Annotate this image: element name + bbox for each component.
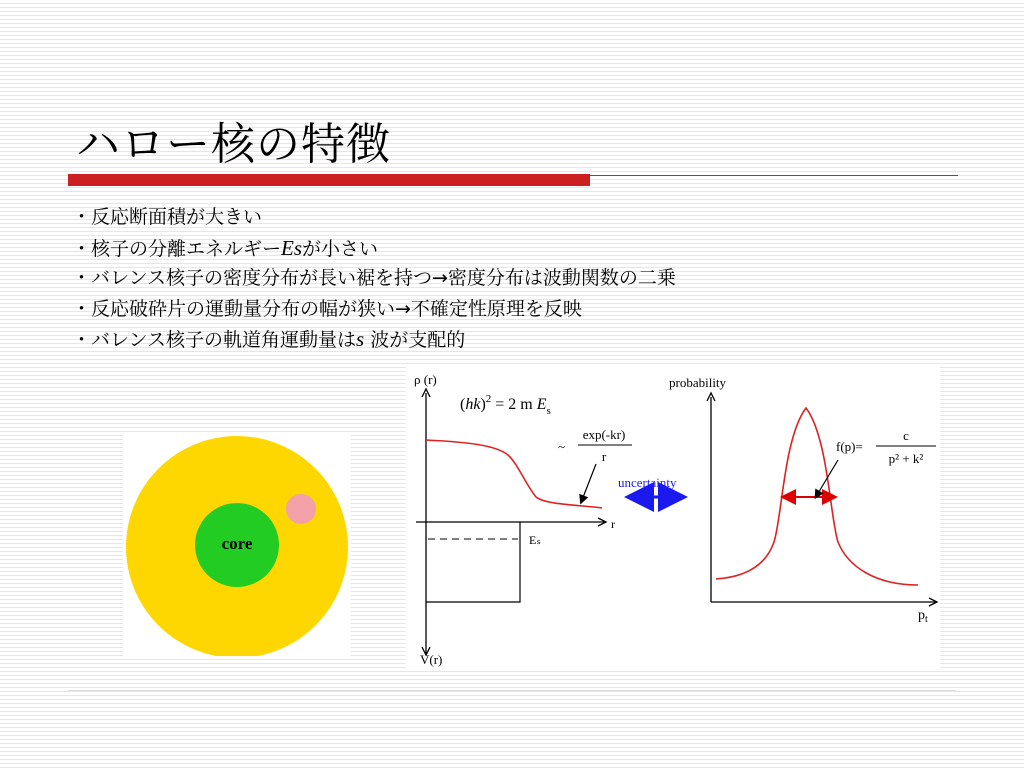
graphs-svg bbox=[406, 367, 940, 668]
bullet-text: ・反応断面積が大きい bbox=[72, 206, 263, 228]
bullet-density-tail bbox=[72, 263, 676, 294]
bullet-cross-section bbox=[72, 202, 676, 233]
slide-title: ハロー核の特徴 bbox=[76, 119, 391, 170]
uncertainty-label: uncertainty bbox=[618, 475, 677, 490]
bullet-text: ・バレンス核子の密度分布が長い裾を持つ→密度分布は波動関数の二乗 bbox=[72, 267, 676, 289]
bullet-text-post: が小さい bbox=[302, 237, 379, 260]
bullet-text: ・反応破砕片の運動量分布の幅が狭い→不確定性原理を反映 bbox=[72, 297, 582, 320]
density-x-label: r bbox=[611, 517, 615, 531]
width-pointer-arrow bbox=[817, 460, 838, 495]
equation-paren-right: ) bbox=[480, 396, 486, 413]
equation-power: 2 bbox=[485, 393, 492, 405]
fraction-numerator: exp(-kr) bbox=[582, 427, 626, 442]
title-underline-red-bar bbox=[68, 174, 590, 186]
lorentzian-numerator: c bbox=[903, 428, 909, 443]
bullet-momentum-width bbox=[72, 294, 676, 325]
fraction-denominator: r bbox=[601, 449, 607, 464]
momentum-x-label bbox=[918, 608, 928, 625]
uncertainty-connector bbox=[618, 475, 682, 497]
bullet-list bbox=[72, 202, 676, 355]
bullet-italic-s: s bbox=[355, 327, 365, 351]
asymptotic-tilde: ~ bbox=[558, 439, 566, 454]
potential-well bbox=[426, 522, 520, 602]
title-underline bbox=[68, 174, 958, 186]
probability-axis-label: probability bbox=[669, 375, 727, 390]
bullet-text-post: 波が支配的 bbox=[364, 329, 466, 351]
equation-rest: = 2 m bbox=[491, 396, 537, 413]
halo-nucleus-svg bbox=[123, 434, 351, 656]
momentum-x-label-main: p bbox=[918, 608, 925, 623]
bullet-text-pre: ・バレンス核子の軌道角運動量は bbox=[72, 329, 356, 351]
bullet-italic-es: Es bbox=[281, 235, 303, 260]
tail-pointer-arrow bbox=[582, 464, 596, 500]
density-curve bbox=[426, 440, 602, 508]
density-axis-label: ρ (r) bbox=[414, 372, 437, 387]
lorentzian-denominator: p² + k² bbox=[888, 451, 924, 466]
title-underline-thin-line bbox=[590, 175, 958, 176]
valence-nucleon bbox=[286, 494, 316, 524]
momentum-distribution-graph bbox=[669, 375, 937, 625]
lorentzian-lhs: f(p)= bbox=[836, 439, 863, 454]
density-potential-graph bbox=[414, 372, 632, 667]
bullet-text-pre: ・核子の分離エネルギー bbox=[72, 237, 282, 260]
halo-nucleus-diagram bbox=[123, 434, 351, 656]
potential-axis-label: V(r) bbox=[420, 652, 443, 667]
equation-subscript: s bbox=[546, 405, 551, 417]
equation-paren-left: ( bbox=[460, 396, 466, 413]
bullet-s-wave bbox=[72, 324, 676, 355]
graphs-panel bbox=[406, 367, 940, 668]
momentum-x-label-sub: t bbox=[925, 614, 928, 625]
equation-E: E bbox=[536, 396, 547, 413]
bullet-separation-energy bbox=[72, 233, 676, 264]
footer-divider bbox=[68, 690, 956, 691]
separation-energy-label: Eₛ bbox=[529, 533, 541, 547]
core-label: core bbox=[221, 534, 253, 553]
dispersion-equation bbox=[460, 393, 551, 417]
equation-hk: hk bbox=[465, 396, 481, 413]
